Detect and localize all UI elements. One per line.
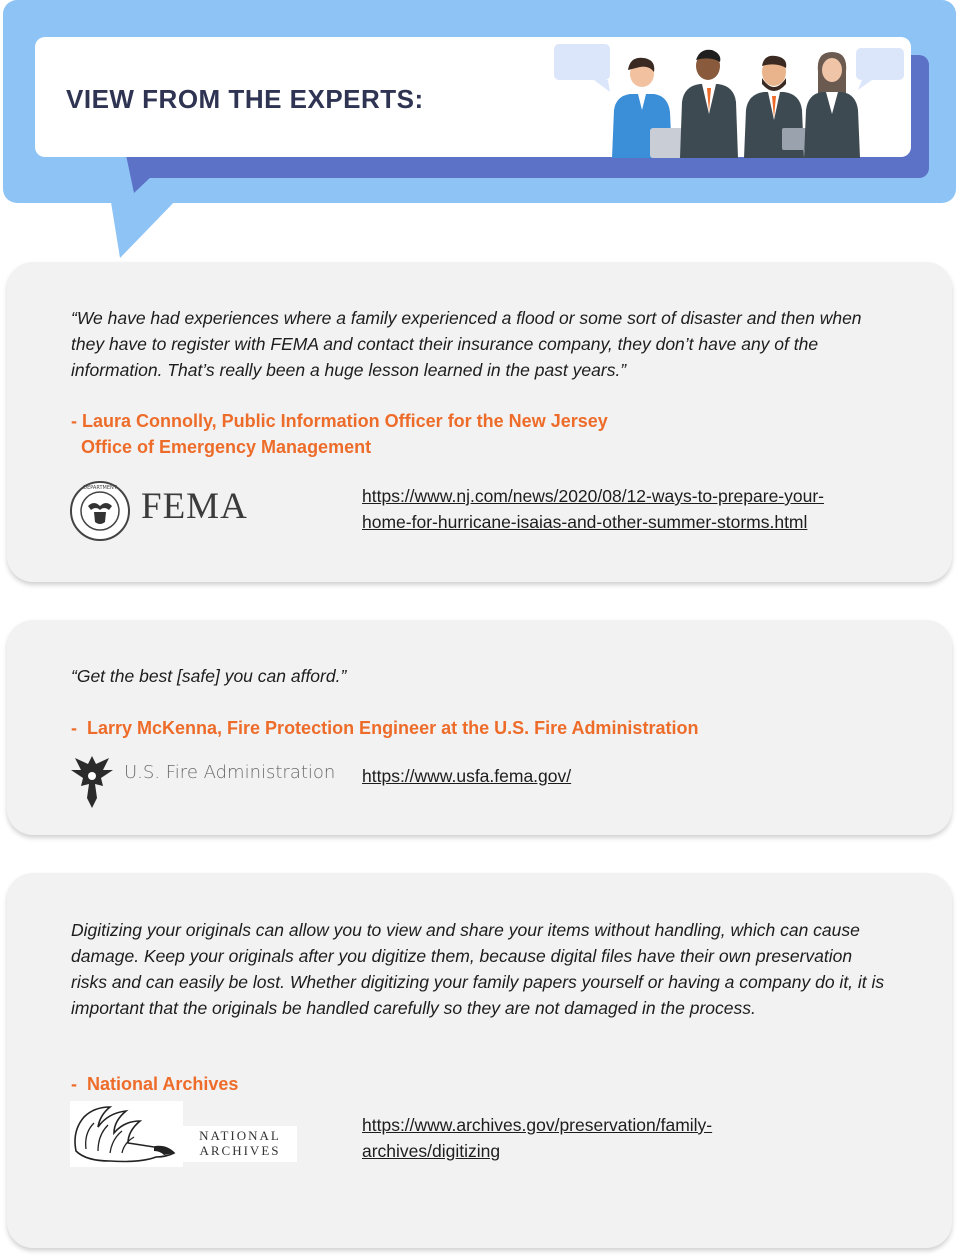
usfa-wordmark: U.S. Fire Administration xyxy=(124,762,336,783)
expert-quote: Digitizing your originals can allow you to view and share your items without handling, which can cause damage. Keep your originals after you digitize them, because digital files have their own preservation risks and can easily be lost. Whether digitizing your family papers yourself or having a company do it, it is important that the originals be handled carefully so they are not damaged in the process. xyxy=(71,920,885,1018)
national-archives-wordmark xyxy=(183,1126,297,1162)
expert-card-fema xyxy=(7,262,952,582)
fema-wordmark: FEMA xyxy=(141,486,248,527)
dhs-seal-icon xyxy=(69,480,131,542)
source-link-line2: home-for-hurricane-isaias-and-other-summer-storms.html xyxy=(362,512,808,532)
source-link-line2: archives/digitizing xyxy=(362,1141,501,1161)
eagle-icon xyxy=(69,752,115,812)
expert-attribution: - National Archives xyxy=(71,1074,239,1094)
expert-card-national-archives xyxy=(7,873,952,1248)
fema-logo xyxy=(69,479,319,545)
expert-quote: “Get the best [safe] you can afford.” xyxy=(71,666,347,686)
wordmark-line1: NATIONAL xyxy=(199,1128,281,1143)
expert-quote: “We have had experiences where a family experienced a flood or some sort of disaster and then when they have to register with FEMA and contact their insurance company, they don’t have any of the information. That’s really been a huge lesson learned in the past years.” xyxy=(71,308,862,380)
page-title: VIEW FROM THE EXPERTS: xyxy=(66,84,424,114)
business-team-icon xyxy=(550,40,910,158)
source-link-line1: https://www.usfa.fema.gov/ xyxy=(362,766,572,786)
source-link[interactable] xyxy=(362,483,824,535)
header-shadow-tail xyxy=(126,155,174,193)
expert-attribution-cont: Office of Emergency Management xyxy=(71,437,372,457)
source-link-line1: https://www.archives.gov/preservation/family- xyxy=(362,1115,713,1135)
source-link-line1: https://www.nj.com/news/2020/08/12-ways-to-prepare-your- xyxy=(362,486,825,506)
national-archives-eagle-icon xyxy=(70,1101,183,1167)
usfa-logo xyxy=(69,752,339,812)
wordmark-line2: ARCHIVES xyxy=(199,1143,281,1158)
national-archives-logo xyxy=(70,1101,300,1167)
svg-text:DEPARTMENT: DEPARTMENT xyxy=(83,485,117,491)
header-bubble-tail xyxy=(110,196,180,258)
source-link[interactable] xyxy=(362,763,571,789)
source-link[interactable] xyxy=(362,1112,712,1164)
expert-card-usfa xyxy=(7,620,952,835)
expert-attribution: - Laura Connolly, Public Information Officer for the New Jersey xyxy=(71,411,608,431)
expert-attribution: - Larry McKenna, Fire Protection Engineer at the U.S. Fire Administration xyxy=(71,718,699,738)
